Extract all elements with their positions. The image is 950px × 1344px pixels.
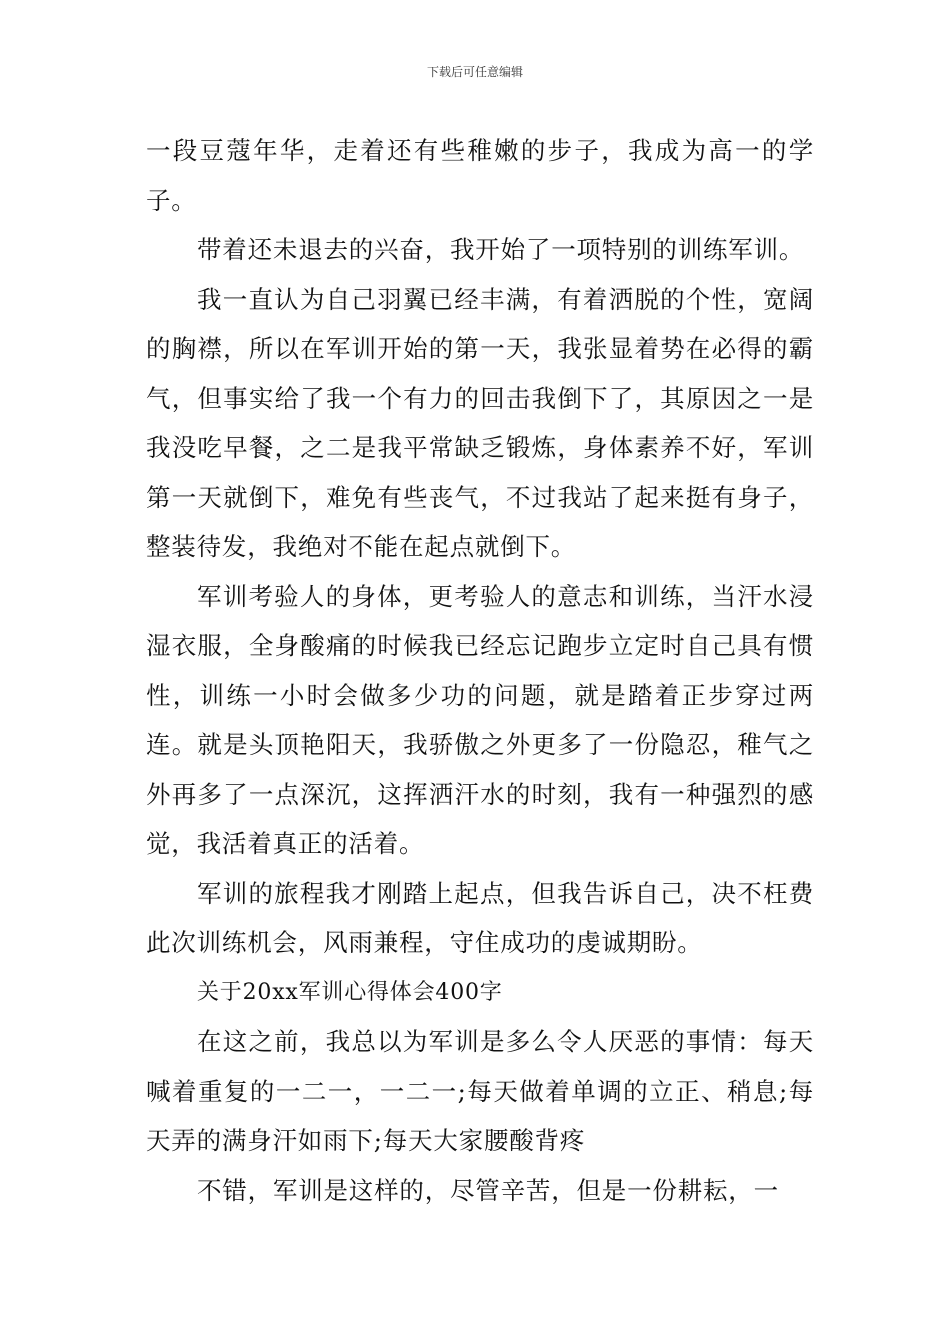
paragraph-first-day: 我一直认为自己羽翼已经丰满，有着洒脱的个性，宽阔的胸襟，所以在军训开始的第一天，我张显着势在必得的霸气，但事实给了我一个有力的回击我倒下了，其原因之一是我没吃早餐，之二是我平常缺乏锻炼，身体素养不好，军训第一天就倒下，难免有些丧气，不过我站了起来挺有身子，整装待发，我绝对不能在起点就倒下。 — [146, 284, 814, 561]
paragraph-will-training: 军训考验人的身体，更考验人的意志和训练，当汗水浸湿衣服，全身酸痛的时候我已经忘记跑步立定时自己具有惯性，训练一小时会做多少功的问题，就是踏着正步穿过两连。就是头顶艳阳天，我骄傲之外更多了一份隐忍，稚气之外再多了一点深沉，这挥洒汗水的时刻，我有一种强烈的感觉，我活着真正的活着。 — [146, 581, 814, 858]
paragraph-journey: 军训的旅程我才刚踏上起点，但我告诉自己，决不枉费此次训练机会，风雨兼程，守住成功的虔诚期盼。 — [146, 878, 814, 957]
paragraph-continuation: 一段豆蔻年华，走着还有些稚嫩的步子，我成为高一的学子。 — [146, 136, 814, 215]
document-body — [146, 126, 814, 1215]
section-heading: 关于20xx军训心得体会400字 — [197, 979, 503, 1005]
paragraph-excitement: 带着还未退去的兴奋，我开始了一项特别的训练军训。 — [197, 235, 805, 264]
paragraph-before: 在这之前，我总以为军训是多么令人厌恶的事情：每天喊着重复的一二一，一二一;每天做着单调的立正、稍息;每天弄的满身汗如雨下;每天大家腰酸背疼 — [146, 1027, 814, 1155]
page-header: 下载后可任意编辑 — [426, 65, 523, 79]
paragraph-hardship: 不错，军训是这样的，尽管辛苦，但是一份耕耘，一 — [197, 1175, 779, 1205]
